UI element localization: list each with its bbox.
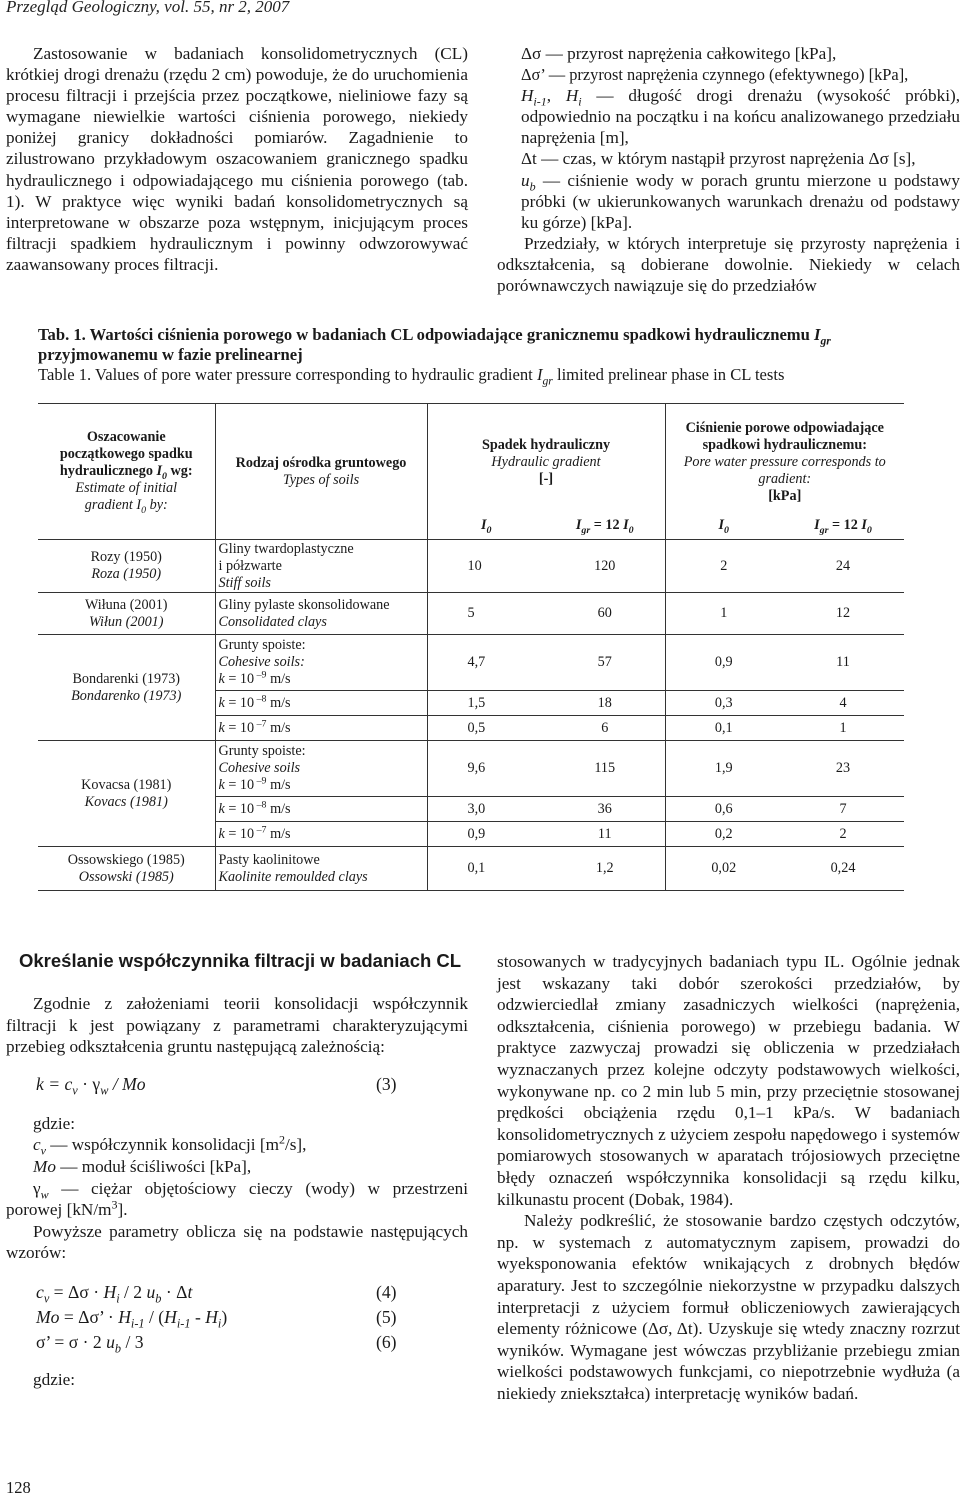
bottom-right-column — [497, 951, 960, 1404]
value-cell: 10 — [427, 540, 545, 593]
header-soil-type: Rodzaj ośrodka gruntowego Types of soils — [215, 404, 427, 540]
value-cell: 1 — [665, 593, 782, 635]
source-cell: Kovacsa (1981) Kovacs (1981) — [38, 741, 215, 847]
value-cell: 18 — [545, 691, 665, 716]
value-cell: 1,9 — [665, 741, 782, 797]
def-delta-t: Δt — czas, w którym nastąpił przyrost naprężenia Δσ [s], — [521, 149, 916, 169]
value-cell: 24 — [782, 540, 904, 593]
soil-cell: Grunty spoiste: Cohesive soils: k = 10 $^{-9}$ m/s — [215, 635, 427, 691]
value-cell: 12 — [782, 593, 904, 635]
soil-cell: k = 10 $^{-8}$ m/s — [215, 797, 427, 822]
value-cell: 2 — [782, 822, 904, 847]
table-row — [38, 635, 904, 691]
subheader-i0-press: $I_0$ — [665, 513, 782, 540]
value-cell: 11 — [545, 822, 665, 847]
value-cell: 9,6 — [427, 741, 545, 797]
value-cell: 36 — [545, 797, 665, 822]
value-cell: 0,9 — [665, 635, 782, 691]
soil-cell: Grunty spoiste: Cohesive soils k = 10 $^{-9}$ m/s — [215, 741, 427, 797]
intro-column-left — [6, 43, 468, 275]
intro-paragraph: Zastosowanie w badaniach konsolidometrycznych (CL) krótkiej drogi drenażu (rzędu 2 cm) powoduje, że do uruchomienia procesu filtracji i przejścia przez początkowe, nieliniowe fazy są wymagane niewielkie wartości ciśnienia porowego, niekiedy poniżej granicy dokładności pomiarów. Zagadnienie to zilustrowano przykładowym oszacowaniem granicznego spadku hydraulicznego i odpowiadającego mu ciśnienia porowego (tab. 1). W praktyce więc wyniki badań konsolidometrycznych są interpretowane w obszarze poza wstępnym, inicjującym proces filtracji spadkiem hydraulicznym i powinny odwzorowywać zaawansowany proces filtracji. — [6, 44, 468, 274]
equation-4: $c_v = \Delta\sigma \cdot H_i / 2$ $u_b \cdot \Delta t$ (4) — [36, 1281, 397, 1306]
symbol-definitions-column — [497, 43, 960, 296]
table-header-row — [38, 404, 904, 513]
value-cell: 0,9 — [427, 822, 545, 847]
equation-5: Mo = Δσ’ · $H_{i-1} / (H_{i-1} - H_i)$ (5) — [36, 1306, 397, 1331]
header-estimate: Oszacowanie początkowego spadku hydraulicznego $I_0$ wg: Estimate of initial gradient $I_0$ by: — [38, 404, 215, 540]
soil-cell: Gliny pylaste skonsolidowane Consolidated clays — [215, 593, 427, 635]
formulas-intro-paragraph: Powyższe parametry oblicza się na podstawie następujących wzorów: — [6, 1221, 468, 1263]
value-cell: 2 — [665, 540, 782, 593]
caption-pl: Tab. 1. Wartości ciśnienia porowego w badaniach CL odpowiadające granicznemu spadkowi hydraulicznemu $I_{gr}$ przyjmowanemu w fazie prelinearnej — [38, 325, 831, 364]
section-heading: Określanie współczynnika filtracji w badaniach CL — [19, 950, 462, 971]
def-delta-sigma: Δσ — przyrost naprężenia całkowitego [kPa], — [521, 44, 837, 63]
table-row — [38, 593, 904, 635]
value-cell: 115 — [545, 741, 665, 797]
source-cell: Ossowskiego (1985) Ossowski (1985) — [38, 847, 215, 891]
value-cell: 60 — [545, 593, 665, 635]
value-cell: 1,2 — [545, 847, 665, 891]
value-cell: 4,7 — [427, 635, 545, 691]
value-cell: 0,6 — [665, 797, 782, 822]
value-cell: 0,1 — [427, 847, 545, 891]
value-cell: 3,0 — [427, 797, 545, 822]
soil-cell: k = 10 $^{-7}$ m/s — [215, 716, 427, 741]
where-label-1: gdzie: — [33, 1113, 75, 1133]
def-cv: $c_v$ — współczynnik konsolidacji $[m^2/s]$, — [33, 1132, 307, 1158]
soil-cell: k = 10 $^{-8}$ m/s — [215, 691, 427, 716]
filtration-intro-paragraph: Zgodnie z założeniami teorii konsolidacji współczynnik filtracji k jest powiązany z parametrami charakteryzującymi przebieg odkształcenia gruntu następującą zależnością: — [6, 994, 468, 1057]
value-cell: 1,5 — [427, 691, 545, 716]
intervals-paragraph: Przedziały, w których interpretuje się przyrosty naprężenia i odkształcenia, są dobierane dowolnie. Niekiedy w celach porównawczych nawiązuje się do przedziałów — [497, 233, 960, 296]
bottom-left-column — [6, 993, 468, 1391]
source-cell: Wiłuna (2001) Wiłun (2001) — [38, 593, 215, 635]
value-cell: 120 — [545, 540, 665, 593]
subheader-i0-grad: $I_0$ — [427, 513, 545, 540]
source-cell: Rozy (1950) Roza (1950) — [38, 540, 215, 593]
where-label-2: gdzie: — [33, 1369, 75, 1389]
table-row — [38, 540, 904, 593]
right-bottom-paragraph-1: stosowanych w tradycyjnych badaniach typu IL. Ogólnie jednak jest wskazany taki dobór szerokości przedziałów, by odzwierciedlał zmiany zasadniczych wielkości (naprężenia, odkształcenia, ciśnienia porowego) w przebiegu badania. W praktyce zazwyczaj prowadzi się obliczenia w przedziałach wyznaczanych przez kolejne odczyty podstawowych wielkości, wykonywane np. co 2 min lub 5 min, przy przeciętnie stosowanej prędkości obciążenia rzędu 0,1–1 kPa/s. W badaniach konsolidometrycznych z użyciem zespołu napędowego i systemów pomiarowych stosowanych w aparatach trójosiowych przeciętne błędy oznaczeń współczynnika konsolidacji są rzędu kilku, kilkunastu procent (Dobak, 1984). — [497, 952, 960, 1209]
value-cell: 6 — [545, 716, 665, 741]
header-pressure: Ciśnienie porowe odpowiadające spadkowi hydraulicznemu: Pore water pressure corresponds to gradient: [kPa] — [665, 404, 904, 513]
value-cell: 0,24 — [782, 847, 904, 891]
table-caption — [38, 325, 943, 388]
def-ub: $u_b$ — ciśnienie wody w porach gruntu mierzone u podstawy próbki (w ukierunkowanych warunkach drenażu od podstawy ku górze) [kPa]. — [521, 170, 960, 232]
value-cell: 4 — [782, 691, 904, 716]
value-cell: 7 — [782, 797, 904, 822]
soil-cell: k = 10 $^{-7}$ m/s — [215, 822, 427, 847]
value-cell: 1 — [782, 716, 904, 741]
subheader-igr-press: $I_{gr} = 12$ $I_0$ — [782, 513, 904, 540]
running-head: Przegląd Geologiczny, vol. 55, nr 2, 2007 — [6, 0, 290, 16]
equation-6: σ’ = σ · 2 $u_b / 3$ (6) — [36, 1331, 397, 1356]
value-cell: 0,5 — [427, 716, 545, 741]
pore-pressure-table — [38, 403, 904, 891]
value-cell: 5 — [427, 593, 545, 635]
def-mo: Mo — moduł ściśliwości [kPa], — [33, 1156, 252, 1176]
value-cell: 57 — [545, 635, 665, 691]
value-cell: 11 — [782, 635, 904, 691]
value-cell: 0,02 — [665, 847, 782, 891]
equation-3: $k = c_v \cdot \gamma_w / Mo$ (3) — [36, 1073, 397, 1098]
subheader-igr-grad: $I_{gr} = 12$ $I_0$ — [545, 513, 665, 540]
source-cell: Bondarenki (1973) Bondarenko (1973) — [38, 635, 215, 741]
value-cell: 0,1 — [665, 716, 782, 741]
def-drainage-length: $H_{i-1}$, $H_i$ — długość drogi drenażu (wysokość próbki), odpowiednio na początku i na końcu analizowanego przedziału naprężenia [m], — [521, 86, 960, 148]
page-number: 128 — [6, 1478, 31, 1497]
table-row — [38, 847, 904, 891]
soil-cell: Gliny twardoplastyczne i półzwarte Stiff soils — [215, 540, 427, 593]
value-cell: 0,3 — [665, 691, 782, 716]
table-row — [38, 741, 904, 797]
value-cell: 0,2 — [665, 822, 782, 847]
right-bottom-paragraph-2: Należy podkreślić, że stosowanie bardzo częstych odczytów, np. w systemach z automatycznym zapisem, prowadzi do wyeksponowania efektów wnikających z drobnych błędów aparatury. Jest to szczególnie niekorzystne w przypadku dalszych interpretacji z użyciem formuł obliczeniowych zawierających elementy różnicowe (Δσ, Δt). Uzyskuje się wtedy znaczny rozrzut wyników. Wymagane jest wówczas przybliżanie przebiegu zmian wielkości podstawowych funkcjami, co niepotrzebnie wydłuża (a niekiedy zniekształca) interpretację wyników badań. — [497, 1211, 960, 1403]
def-delta-sigma-eff: Δσ’ — przyrost naprężenia czynnego (efektywnego) [kPa], — [521, 65, 909, 85]
header-gradient: Spadek hydrauliczny Hydraulic gradient [-] — [427, 404, 665, 513]
soil-cell: Pasty kaolinitowe Kaolinite remoulded clays — [215, 847, 427, 891]
def-gamma-w: $\gamma_w$ — ciężar objętościowy cieczy (wody) w przestrzeni porowej $[kN/m^3]$. — [6, 1178, 468, 1220]
value-cell: 23 — [782, 741, 904, 797]
caption-en: Table 1. Values of pore water pressure corresponding to hydraulic gradient $I_{gr}$ limited prelinear phase in CL tests — [38, 365, 785, 388]
